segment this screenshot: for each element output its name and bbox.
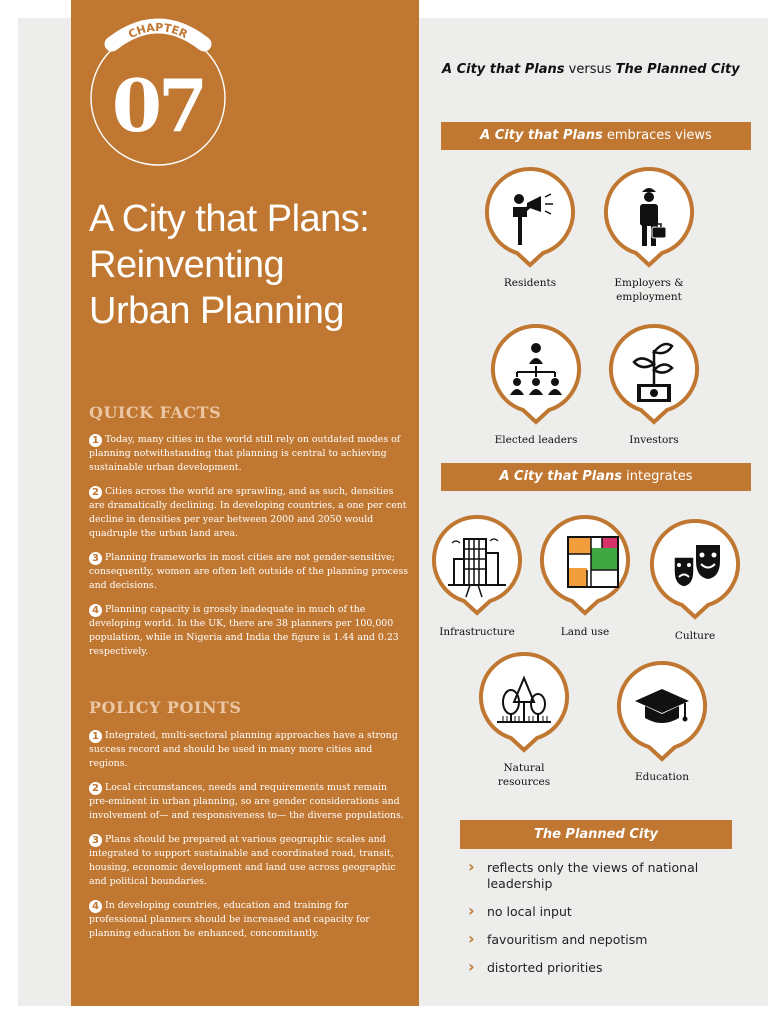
trees-icon xyxy=(477,650,571,754)
quick-facts-list xyxy=(89,433,409,669)
view-label-employers: Employers & employment xyxy=(614,277,684,303)
title-line: Urban Planning xyxy=(89,290,344,332)
chapter-number: 07 xyxy=(111,63,205,148)
title-line: Reinventing xyxy=(89,244,285,286)
versus-heading: A City that Plans versus The Planned City xyxy=(442,62,740,77)
embraces-views-bar: A City that Plans embraces views xyxy=(441,122,751,150)
number-marker: 3 xyxy=(89,834,102,847)
integrates-label-natural-resources: Natural resources xyxy=(497,762,551,788)
integrates-label-infrastructure: Infrastructure xyxy=(439,626,515,638)
number-marker: 4 xyxy=(89,900,102,913)
view-label-residents: Residents xyxy=(503,277,557,289)
planned-city-item: › favouritism and nepotism xyxy=(468,932,758,948)
quick-facts-heading: QUICK FACTS xyxy=(89,403,222,422)
planned-city-bar: The Planned City xyxy=(460,820,732,849)
policy-points-list xyxy=(89,729,409,951)
page-title xyxy=(89,196,409,334)
chapter-badge xyxy=(88,14,228,168)
planned-city-item: › no local input xyxy=(468,904,758,920)
policy-point-item: 4 In developing countries, education and training for professional planners should be increased and capacity for planning education be enhanced, concomitantly. xyxy=(89,900,370,939)
title-line: A City that Plans: xyxy=(89,198,370,240)
number-marker: 3 xyxy=(89,552,102,565)
policy-point-item: 2 Local circumstances, needs and requirements must remain pre-eminent in urban planning, so are gender considerations and involvement of— and responsiveness to— the diverse populations. xyxy=(89,782,404,821)
theatre-masks-icon xyxy=(648,517,742,621)
org-chart-icon xyxy=(489,322,583,426)
planned-city-item: › distorted priorities xyxy=(468,960,758,976)
policy-point-item: 3 Plans should be prepared at various geographic scales and integrated to support sustainable and coordinated road, transit, housing, economic development and land use across geographic and political boundaries. xyxy=(89,834,396,887)
policy-points-heading: POLICY POINTS xyxy=(89,698,242,717)
integrates-label-education: Education xyxy=(635,771,689,783)
policy-point-item: 1 Integrated, multi-sectoral planning approaches have a strong success record and should be used in many more cities and regions. xyxy=(89,730,398,769)
graduation-cap-icon xyxy=(615,659,709,763)
planned-city-list xyxy=(468,860,758,988)
view-label-elected-leaders: Elected leaders xyxy=(494,434,578,446)
number-marker: 2 xyxy=(89,782,102,795)
planned-city-item: › reflects only the views of national leadership xyxy=(468,860,758,892)
integrates-label-culture: Culture xyxy=(674,630,716,642)
megaphone-person-icon xyxy=(483,165,577,269)
money-plant-icon xyxy=(607,322,701,426)
number-marker: 4 xyxy=(89,604,102,617)
number-marker: 1 xyxy=(89,434,102,447)
quick-fact-item: 3 Planning frameworks in most cities are not gender-sensitive; consequently, women are often left outside of the planning process and decisions. xyxy=(89,552,409,591)
integrates-bar: A City that Plans integrates xyxy=(441,463,751,491)
quick-fact-item: 2 Cities across the world are sprawling, and as such, densities are dramatically declining. In developing countries, a one per cent decline in densities per year between 2000 and 2050 would quadruple the urban land area. xyxy=(89,486,407,539)
land-use-map-icon xyxy=(538,513,632,617)
number-marker: 2 xyxy=(89,486,102,499)
skyscraper-icon xyxy=(430,513,524,617)
chapter-label: CHAPTER xyxy=(126,20,190,42)
number-marker: 1 xyxy=(89,730,102,743)
integrates-label-land-use: Land use xyxy=(560,626,610,638)
quick-fact-item: 1 Today, many cities in the world still rely on outdated modes of planning notwithstanding that planning is central to achieving sustainable urban development. xyxy=(89,434,401,473)
view-label-investors: Investors xyxy=(629,434,679,446)
quick-fact-item: 4 Planning capacity is grossly inadequate in much of the developing world. In the UK, there are 38 planners per 100,000 population, while in Nigeria and India the figure is 1.44 and 0.23 respectively. xyxy=(89,604,399,657)
worker-briefcase-icon xyxy=(602,165,696,269)
